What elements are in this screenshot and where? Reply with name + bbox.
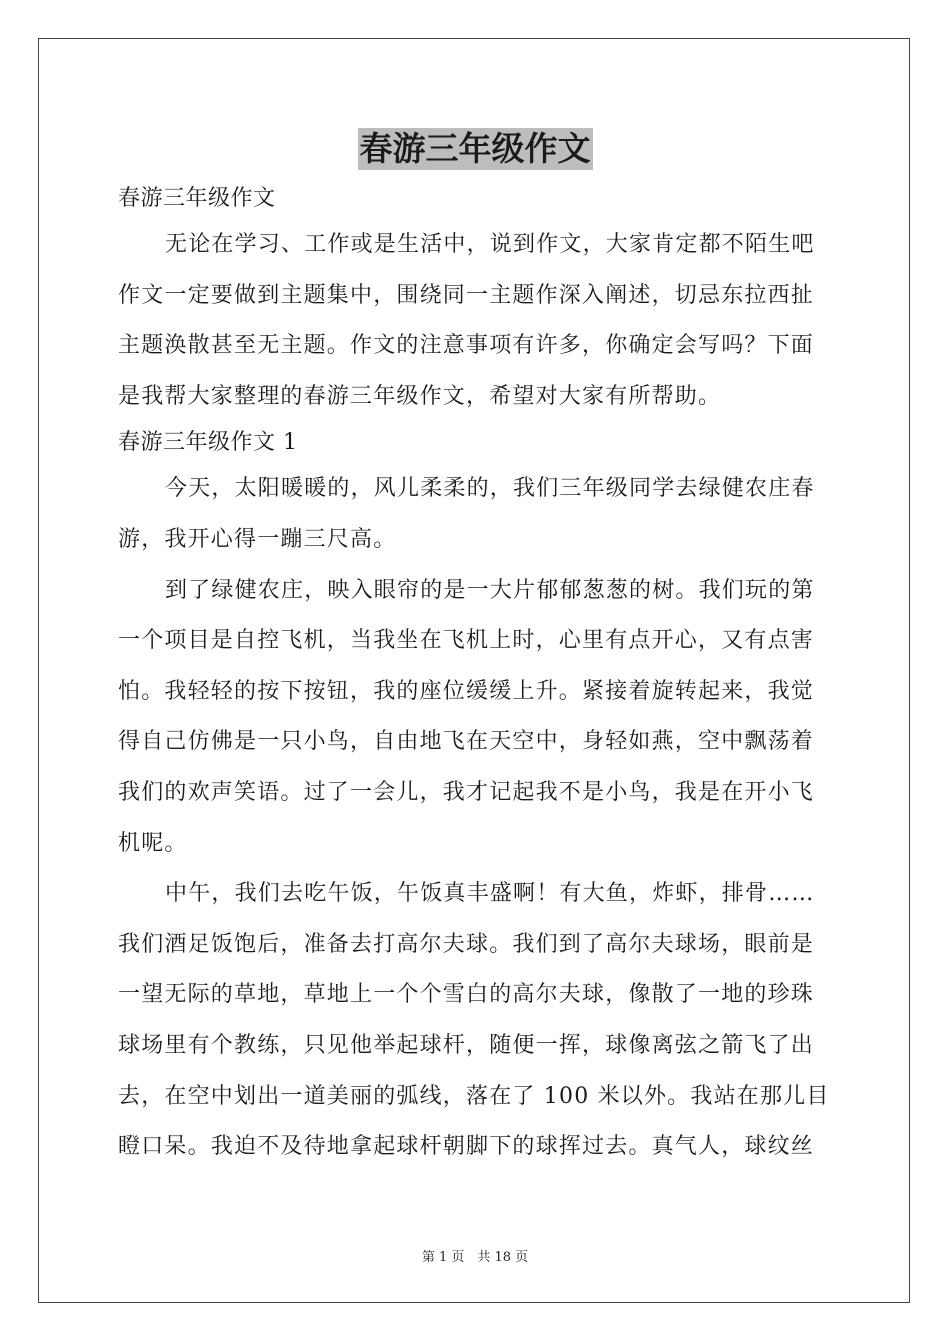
- paragraph-line: 球场里有个教练，只见他举起球杆，随便一挥，球像离弦之箭飞了出: [118, 1032, 815, 1058]
- paragraph-line: 瞪口呆。我迫不及待地拿起球杆朝脚下的球挥过去。真气人，球纹丝: [118, 1134, 815, 1160]
- document-title: 春游三年级作文: [359, 129, 591, 168]
- title-container: [0, 128, 950, 170]
- paragraph-first-line: 今天，太阳暖暖的，风儿柔柔的，我们三年级同学去绿健农庄春: [165, 476, 815, 502]
- paragraph-line: 我们的欢声笑语。过了一会儿，我才记起我不是小鸟，我是在开小飞: [118, 779, 815, 805]
- page-footer: 第 1 页 共 18 页: [421, 1250, 529, 1265]
- paragraph-line: 主题涣散甚至无主题。作文的注意事项有许多，你确定会写吗？下面: [118, 333, 815, 359]
- paragraph-line: 是我帮大家整理的春游三年级作文，希望对大家有所帮助。: [118, 383, 722, 409]
- paragraph-first-line: 无论在学习、工作或是生活中，说到作文，大家肯定都不陌生吧: [165, 232, 815, 257]
- paragraph-first-line: 到了绿健农庄，映入眼帘的是一大片郁郁葱葱的树。我们玩的第: [165, 577, 815, 603]
- paragraph-line: 作文一定要做到主题集中，围绕同一主题作深入阐述，切忌东拉西扯: [118, 282, 815, 308]
- section-heading: 春游三年级作文: [118, 186, 276, 211]
- paragraph-line: 游，我开心得一蹦三尺高。: [118, 526, 397, 552]
- paragraph-first-line: 中午，我们去吃午饭，午饭真丰盛啊！有大鱼，炸虾，排骨……: [165, 881, 815, 907]
- paragraph-line: 怕。我轻轻的按下按钮，我的座位缓缓上升。紧接着旋转起来，我觉: [118, 678, 815, 704]
- paragraph-line: 去，在空中划出一道美丽的弧线，落在了 100 米以外。我站在那儿目: [118, 1083, 830, 1109]
- paragraph-line: 一个项目是自控飞机，当我坐在飞机上时，心里有点开心，又有点害: [118, 628, 815, 654]
- paragraph-line: 我们酒足饭饱后，准备去打高尔夫球。我们到了高尔夫球场，眼前是: [118, 931, 815, 957]
- paragraph-line: 一望无际的草地，草地上一个个雪白的高尔夫球，像散了一地的珍珠: [118, 982, 815, 1008]
- paragraph-line: 机呢。: [118, 830, 188, 856]
- document-body: [118, 178, 834, 1173]
- paragraph-line: 得自己仿佛是一只小鸟，自由地飞在天空中，身轻如燕，空中飘荡着: [118, 729, 815, 755]
- section-heading: 春游三年级作文 1: [118, 430, 298, 456]
